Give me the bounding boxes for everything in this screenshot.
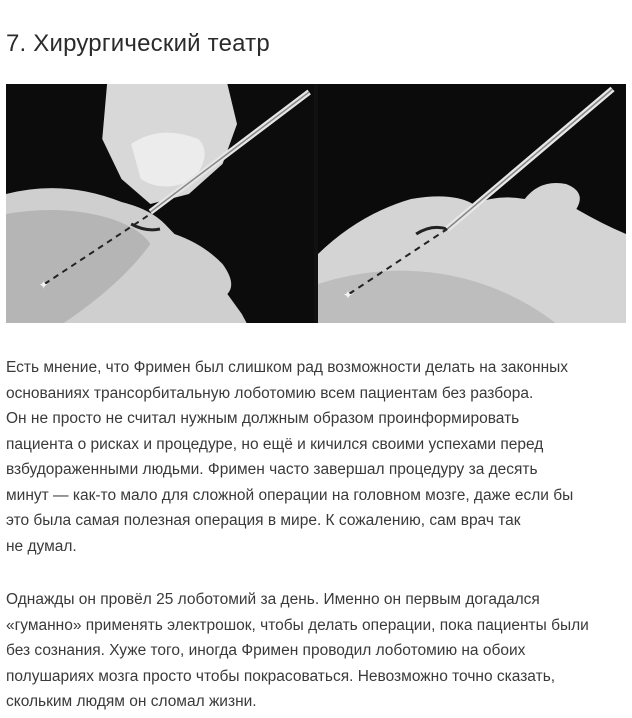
paragraph-line: полушариях мозга просто чтобы покрасоваться. Невозможно точно сказать, <box>6 667 556 685</box>
paragraph-line: без сознания. Хуже того, иногда Фримен проводил лоботомию на обоих <box>6 642 526 659</box>
paragraph-line: Он не просто не считал нужным должным образом проинформировать <box>6 410 520 427</box>
paragraph-line: минут — как-то мало для сложной операции на головном мозге, даже если бы <box>6 486 574 504</box>
paragraph-line: взбудораженными людьми. Фримен часто завершал процедуру за десять <box>6 461 538 478</box>
article-title: 7. Хирургический театр <box>6 30 270 57</box>
paragraph-line: это была самая полезная операция в мире. К сожалению, сам врач так <box>6 512 521 529</box>
paragraph-2 <box>6 587 626 715</box>
paragraph-line: не думал. <box>6 537 77 555</box>
paragraph-line: скольким людям он сломал жизни. <box>6 693 257 710</box>
paragraph-line: Однажды он провёл 25 лоботомий за день. Именно он первым догадался <box>6 591 540 608</box>
lobotomy-photo <box>6 84 626 323</box>
svg-text:✦: ✦ <box>342 288 354 302</box>
paragraph-line: «гуманно» применять электрошок, чтобы делать операции, пока пациенты были <box>6 616 589 634</box>
paragraph-1 <box>6 355 626 559</box>
photo-left-panel <box>6 84 314 323</box>
paragraph-line: Есть мнение, что Фримен был слишком рад возможности делать на законных <box>6 359 569 376</box>
paragraph-line: основаниях трансорбитальную лоботомию всем пациентам без разбора. <box>6 384 534 402</box>
paragraph-line: пациента о рисках и процедуре, но ещё и кичился своими успехами перед <box>6 435 544 453</box>
photo-right-panel <box>318 84 626 323</box>
svg-text:✦: ✦ <box>38 277 49 293</box>
